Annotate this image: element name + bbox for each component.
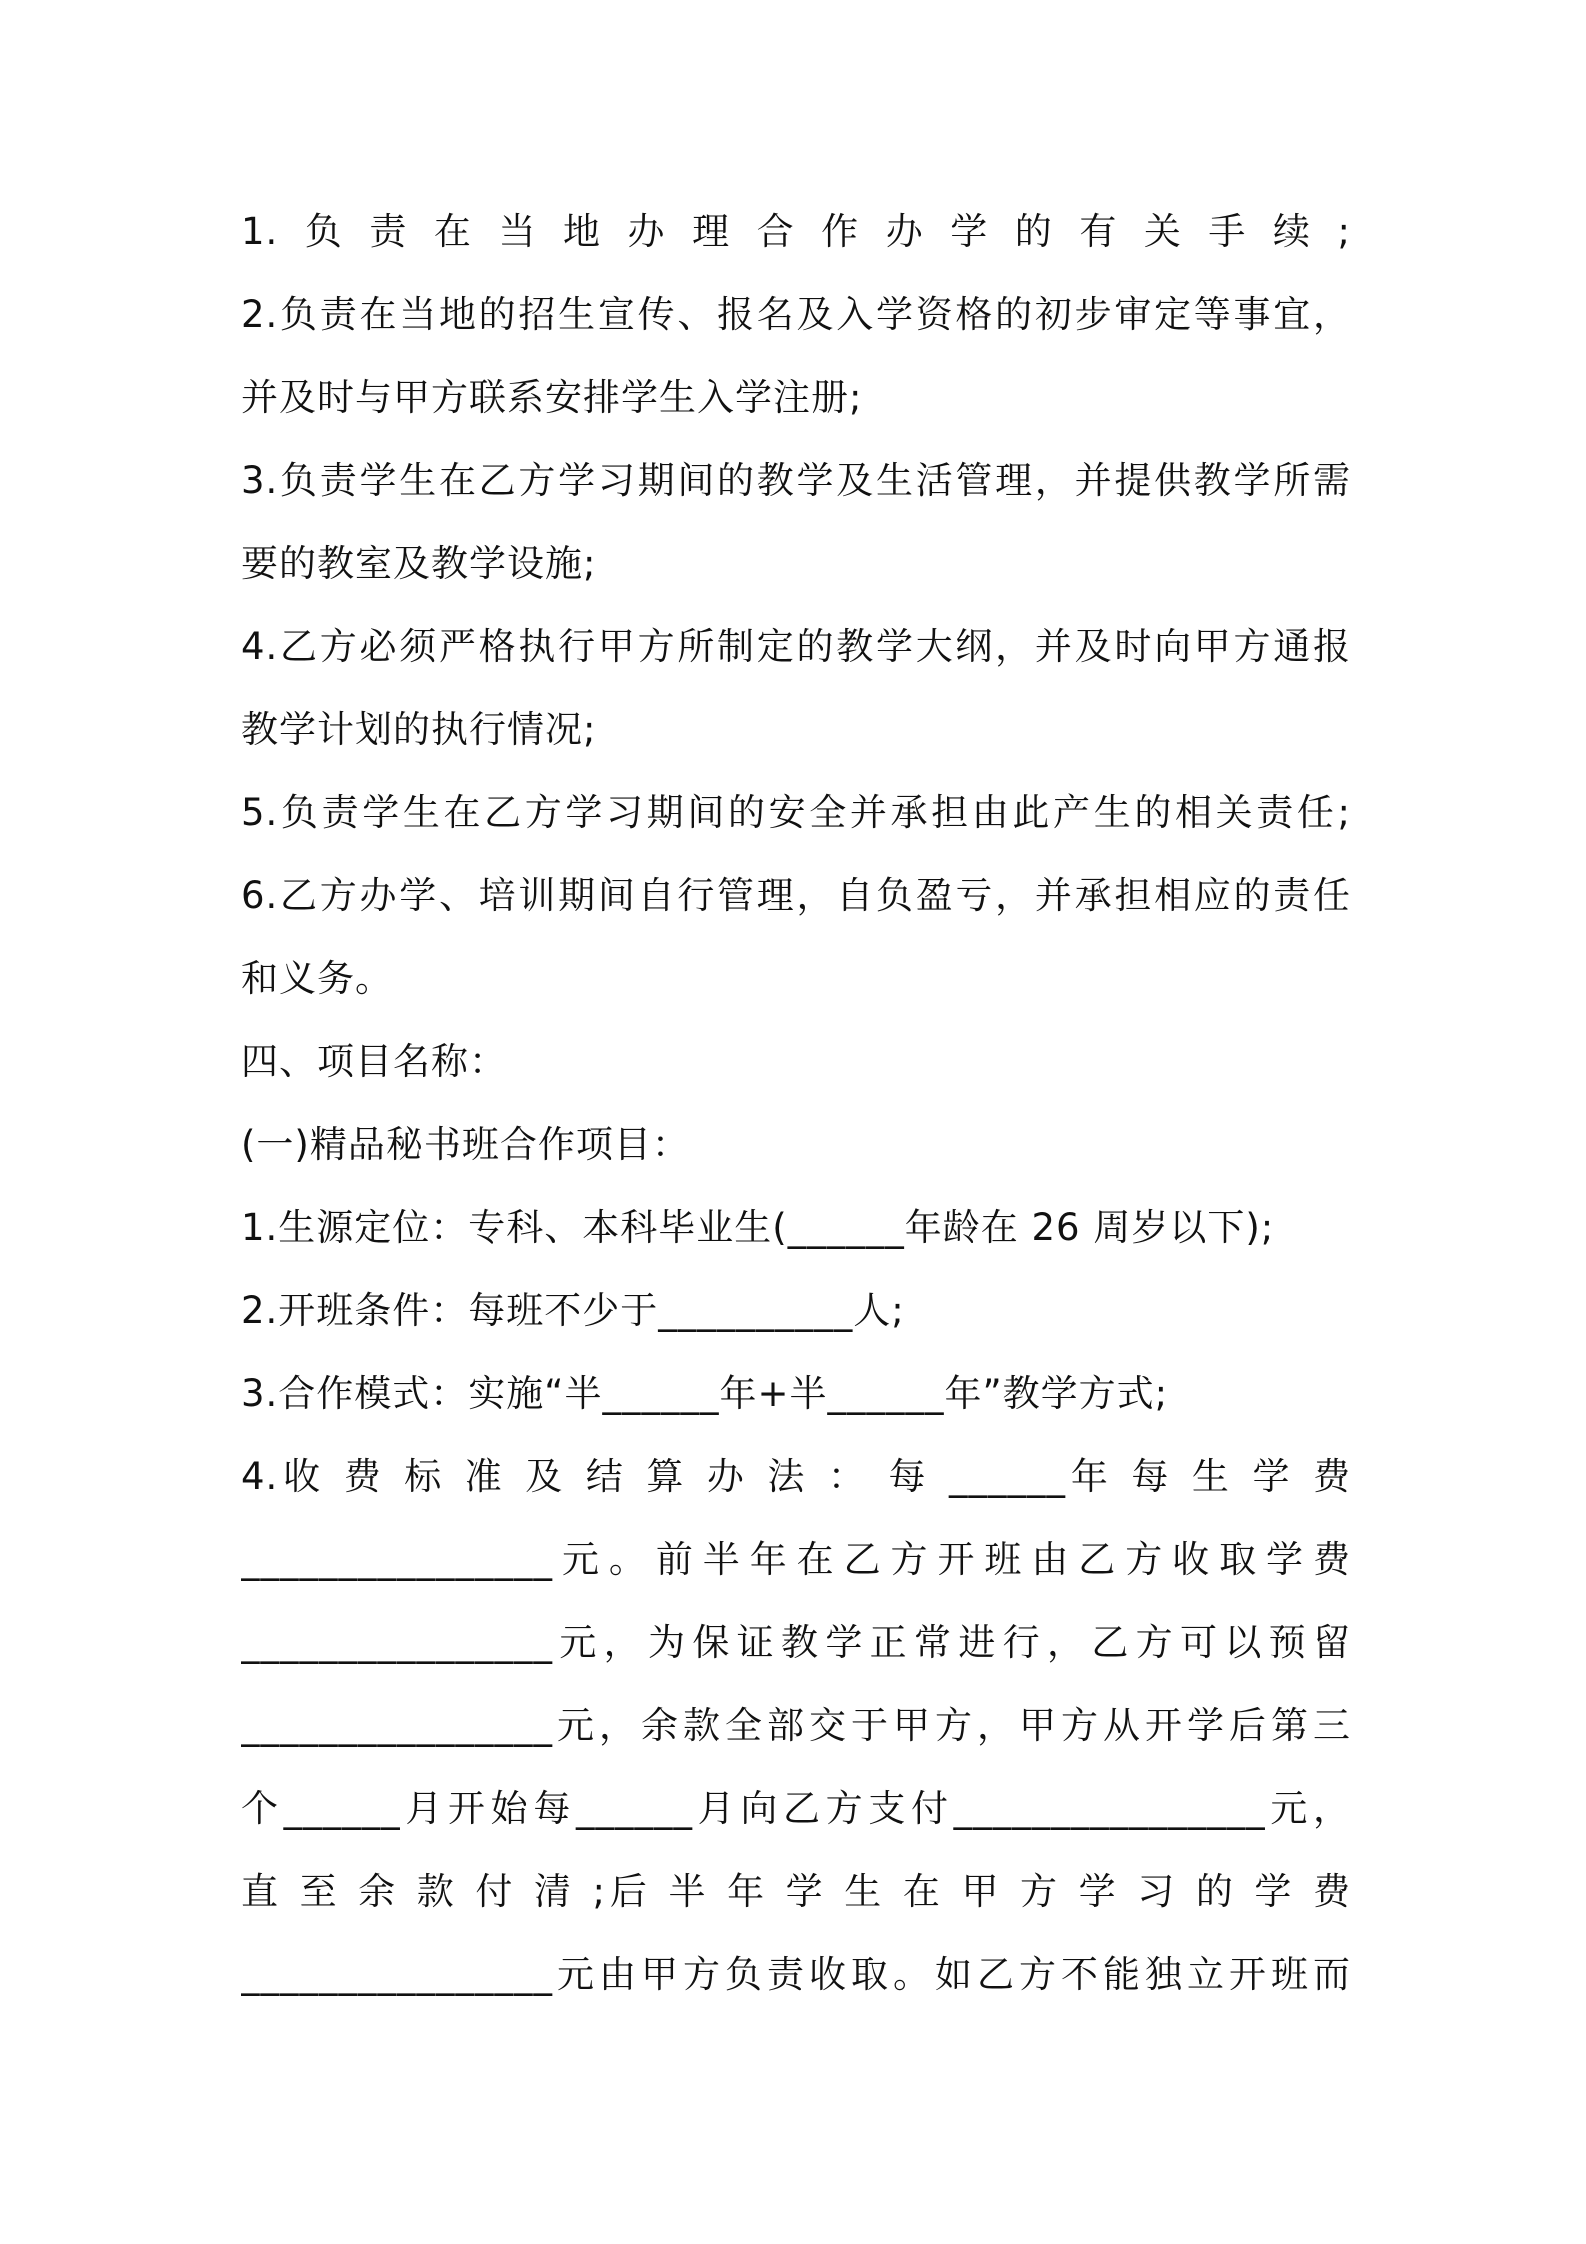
text-line: 2.开班条件：每班不少于__________人; bbox=[241, 1289, 905, 1332]
text-line: 教学计划的执行情况; bbox=[241, 708, 597, 751]
text-line: 个______月开始每______月向乙方支付________________元， bbox=[241, 1787, 1351, 1830]
text-line: 要的教室及教学设施; bbox=[241, 542, 597, 585]
text-line: 3.负责学生在乙方学习期间的教学及生活管理，并提供教学所需 bbox=[241, 459, 1351, 502]
section-heading: 四、项目名称： bbox=[241, 1040, 507, 1083]
text-line: 1.生源定位：专科、本科毕业生(______年龄在 26 周岁以下); bbox=[241, 1206, 1275, 1249]
text-line: 直 至 余 款 付 清 ;后 半 年 学 生 在 甲 方 学 习 的 学 费 bbox=[241, 1870, 1351, 1913]
text-line: ________________元由甲方负责收取。如乙方不能独立开班而 bbox=[241, 1953, 1351, 1996]
text-line: 3.合作模式：实施“半______年+半______年”教学方式; bbox=[241, 1372, 1169, 1415]
text-line: ________________元，为保证教学正常进行，乙方可以预留 bbox=[241, 1621, 1351, 1664]
text-line: ________________元。前半年在乙方开班由乙方收取学费 bbox=[241, 1538, 1351, 1581]
text-line: 并及时与甲方联系安排学生入学注册; bbox=[241, 376, 863, 419]
text-line: 4.乙方必须严格执行甲方所制定的教学大纲，并及时向甲方通报 bbox=[241, 625, 1351, 668]
document-body bbox=[241, 190, 1351, 2016]
text-line: 1.负责在当地办理合作办学的有关手续; bbox=[241, 210, 1351, 253]
text-line: 5.负责学生在乙方学习期间的安全并承担由此产生的相关责任; bbox=[241, 791, 1351, 834]
text-line: ________________元，余款全部交于甲方，甲方从开学后第三 bbox=[241, 1704, 1351, 1747]
text-line: 和义务。 bbox=[241, 957, 393, 1000]
subsection-heading: (一)精品秘书班合作项目： bbox=[241, 1123, 690, 1166]
text-line: 2.负责在当地的招生宣传、报名及入学资格的初步审定等事宜， bbox=[241, 293, 1351, 336]
text-line: 4.收 费 标 准 及 结 算 办 法 ： 每 ______年 每 生 学 费 bbox=[241, 1455, 1351, 1498]
text-line: 6.乙方办学、培训期间自行管理，自负盈亏，并承担相应的责任 bbox=[241, 874, 1351, 917]
